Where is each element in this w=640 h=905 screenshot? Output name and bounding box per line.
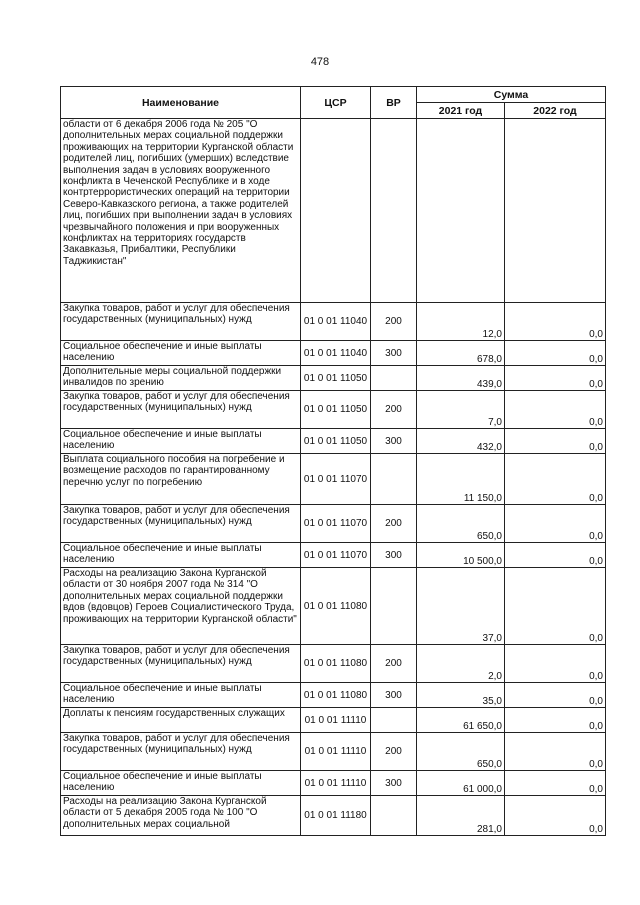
row-csr: 01 0 01 11110 (301, 708, 371, 733)
row-csr: 01 0 01 11110 (301, 771, 371, 796)
row-csr: 01 0 01 11050 (301, 366, 371, 391)
table-row (61, 391, 606, 429)
row-name: области от 6 декабря 2006 года № 205 "О дополнительных мерах социальной поддержки проживающих на территории Курганской области родителей лиц, погибших (умерших) вследствие выполнения задач в условиях вооруженного конфликта в Чеченской Республике и в ходе контртеррористических операций на территории Северо-Кавказского региона, а также родителей лиц, погибших при выполнении задач в условиях чрезвычайного положения и при вооруженных конфликтах на территориях государств Закавказья, Прибалтики, Республики Таджикистан" (61, 119, 301, 303)
row-amount-2022 (505, 119, 606, 303)
row-name: Доплаты к пенсиям государственных служащих (61, 708, 301, 733)
table-row (61, 708, 606, 733)
row-amount-2021: 650,0 (417, 733, 505, 771)
table-row (61, 645, 606, 683)
row-vr (371, 708, 417, 733)
budget-table (60, 86, 606, 836)
row-name: Выплата социального пособия на погребение и возмещение расходов по гарантированному перечню услуг по погребению (61, 454, 301, 505)
row-amount-2021: 281,0 (417, 796, 505, 836)
row-csr: 01 0 01 11080 (301, 568, 371, 645)
row-csr: 01 0 01 11070 (301, 505, 371, 543)
row-name: Закупка товаров, работ и услуг для обеспечения государственных (муниципальных) нужд (61, 733, 301, 771)
row-vr: 300 (371, 683, 417, 708)
row-amount-2021: 12,0 (417, 303, 505, 341)
header-csr: ЦСР (301, 87, 371, 119)
page-number: 478 (310, 56, 330, 68)
row-amount-2021: 7,0 (417, 391, 505, 429)
table-row (61, 683, 606, 708)
row-amount-2021: 432,0 (417, 429, 505, 454)
row-vr: 300 (371, 543, 417, 568)
table-row (61, 733, 606, 771)
row-vr (371, 796, 417, 836)
row-name: Социальное обеспечение и иные выплаты населению (61, 341, 301, 366)
row-amount-2022: 0,0 (505, 429, 606, 454)
row-vr (371, 119, 417, 303)
table-row (61, 303, 606, 341)
row-amount-2022: 0,0 (505, 568, 606, 645)
header-name: Наименование (61, 87, 301, 119)
row-vr: 300 (371, 429, 417, 454)
table-row (61, 796, 606, 836)
header-vr: ВР (371, 87, 417, 119)
table-row (61, 568, 606, 645)
table-row (61, 119, 606, 303)
table-row (61, 771, 606, 796)
row-vr (371, 366, 417, 391)
row-amount-2022: 0,0 (505, 341, 606, 366)
row-name: Закупка товаров, работ и услуг для обеспечения государственных (муниципальных) нужд (61, 391, 301, 429)
table-row (61, 505, 606, 543)
header-year-2022: 2022 год (505, 103, 606, 119)
row-amount-2021: 678,0 (417, 341, 505, 366)
row-vr: 200 (371, 505, 417, 543)
row-amount-2022: 0,0 (505, 303, 606, 341)
row-amount-2022: 0,0 (505, 708, 606, 733)
row-csr: 01 0 01 11040 (301, 303, 371, 341)
row-amount-2021: 35,0 (417, 683, 505, 708)
row-name: Социальное обеспечение и иные выплаты населению (61, 683, 301, 708)
row-csr: 01 0 01 11050 (301, 429, 371, 454)
row-amount-2022: 0,0 (505, 645, 606, 683)
row-name: Социальное обеспечение и иные выплаты населению (61, 429, 301, 454)
table-row (61, 366, 606, 391)
row-amount-2021: 650,0 (417, 505, 505, 543)
row-amount-2022: 0,0 (505, 366, 606, 391)
row-vr (371, 568, 417, 645)
row-amount-2021: 11 150,0 (417, 454, 505, 505)
row-csr: 01 0 01 11110 (301, 733, 371, 771)
table-row (61, 543, 606, 568)
row-amount-2021: 439,0 (417, 366, 505, 391)
table-row (61, 454, 606, 505)
row-amount-2022: 0,0 (505, 391, 606, 429)
row-vr: 200 (371, 303, 417, 341)
row-csr: 01 0 01 11080 (301, 683, 371, 708)
row-vr: 200 (371, 391, 417, 429)
row-csr (301, 119, 371, 303)
header-year-2021: 2021 год (417, 103, 505, 119)
row-amount-2021 (417, 119, 505, 303)
row-name: Расходы на реализацию Закона Курганской области от 30 ноября 2007 года № 314 "О дополнительных мерах социальной поддержки вдов (вдовцов) Героев Социалистического Труда, проживающих на территории Курганской области" (61, 568, 301, 645)
row-csr: 01 0 01 11070 (301, 543, 371, 568)
header-sum: Сумма (417, 87, 606, 103)
row-amount-2022: 0,0 (505, 733, 606, 771)
row-name: Закупка товаров, работ и услуг для обеспечения государственных (муниципальных) нужд (61, 645, 301, 683)
row-amount-2022: 0,0 (505, 505, 606, 543)
row-vr: 200 (371, 733, 417, 771)
row-vr: 300 (371, 771, 417, 796)
row-vr: 300 (371, 341, 417, 366)
row-amount-2022: 0,0 (505, 796, 606, 836)
row-name: Закупка товаров, работ и услуг для обеспечения государственных (муниципальных) нужд (61, 303, 301, 341)
row-amount-2021: 37,0 (417, 568, 505, 645)
row-amount-2021: 61 000,0 (417, 771, 505, 796)
row-csr: 01 0 01 11080 (301, 645, 371, 683)
row-name: Дополнительные меры социальной поддержки инвалидов по зрению (61, 366, 301, 391)
row-amount-2022: 0,0 (505, 543, 606, 568)
row-name: Социальное обеспечение и иные выплаты населению (61, 771, 301, 796)
row-name: Закупка товаров, работ и услуг для обеспечения государственных (муниципальных) нужд (61, 505, 301, 543)
row-amount-2021: 10 500,0 (417, 543, 505, 568)
row-vr (371, 454, 417, 505)
row-amount-2021: 61 650,0 (417, 708, 505, 733)
row-csr: 01 0 01 11040 (301, 341, 371, 366)
table-row (61, 429, 606, 454)
row-amount-2022: 0,0 (505, 683, 606, 708)
row-amount-2022: 0,0 (505, 771, 606, 796)
row-csr: 01 0 01 11070 (301, 454, 371, 505)
table-row (61, 341, 606, 366)
row-amount-2021: 2,0 (417, 645, 505, 683)
row-vr: 200 (371, 645, 417, 683)
row-csr: 01 0 01 11180 (301, 796, 371, 836)
row-amount-2022: 0,0 (505, 454, 606, 505)
row-name: Социальное обеспечение и иные выплаты населению (61, 543, 301, 568)
row-csr: 01 0 01 11050 (301, 391, 371, 429)
row-name: Расходы на реализацию Закона Курганской области от 5 декабря 2005 года № 100 "О дополнительных мерах социальной (61, 796, 301, 836)
